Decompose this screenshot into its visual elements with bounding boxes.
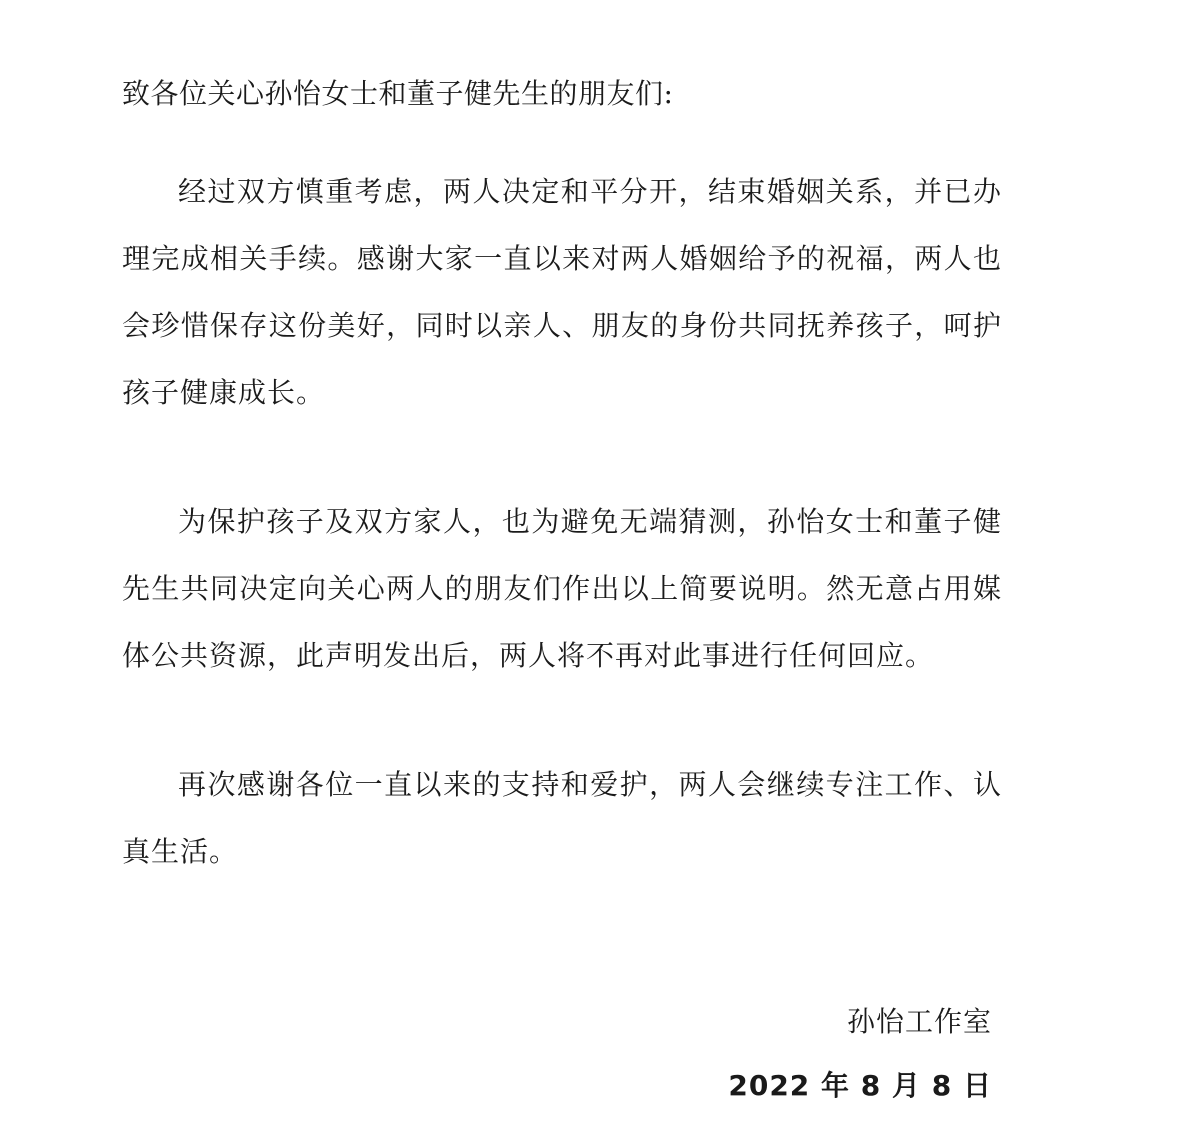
paragraph-1: 经过双方慎重考虑，两人决定和平分开，结束婚姻关系，并已办理完成相关手续。感谢大家一直以来对两人婚姻给予的祝福，两人也会珍惜保存这份美好，同时以亲人、朋友的身份共同抚养孩子，呵护孩子健康成长。	[122, 175, 1002, 409]
salutation: 致各位关心孙怡女士和董子健先生的朋友们:	[122, 77, 674, 110]
paragraph-3: 再次感谢各位一直以来的支持和爱护，两人会继续专注工作、认真生活。	[122, 768, 1002, 868]
paragraph-2: 为保护孩子及双方家人，也为避免无端猜测，孙怡女士和董子健先生共同决定向关心两人的朋友们作出以上简要说明。然无意占用媒体公共资源，此声明发出后，两人将不再对此事进行任何回应。	[122, 505, 1002, 672]
signature-date: 2022 年 8 月 8 日	[728, 1069, 992, 1102]
signature-block	[728, 998, 992, 1110]
statement-body	[122, 70, 1002, 885]
signature-studio: 孙怡工作室	[846, 1005, 992, 1038]
